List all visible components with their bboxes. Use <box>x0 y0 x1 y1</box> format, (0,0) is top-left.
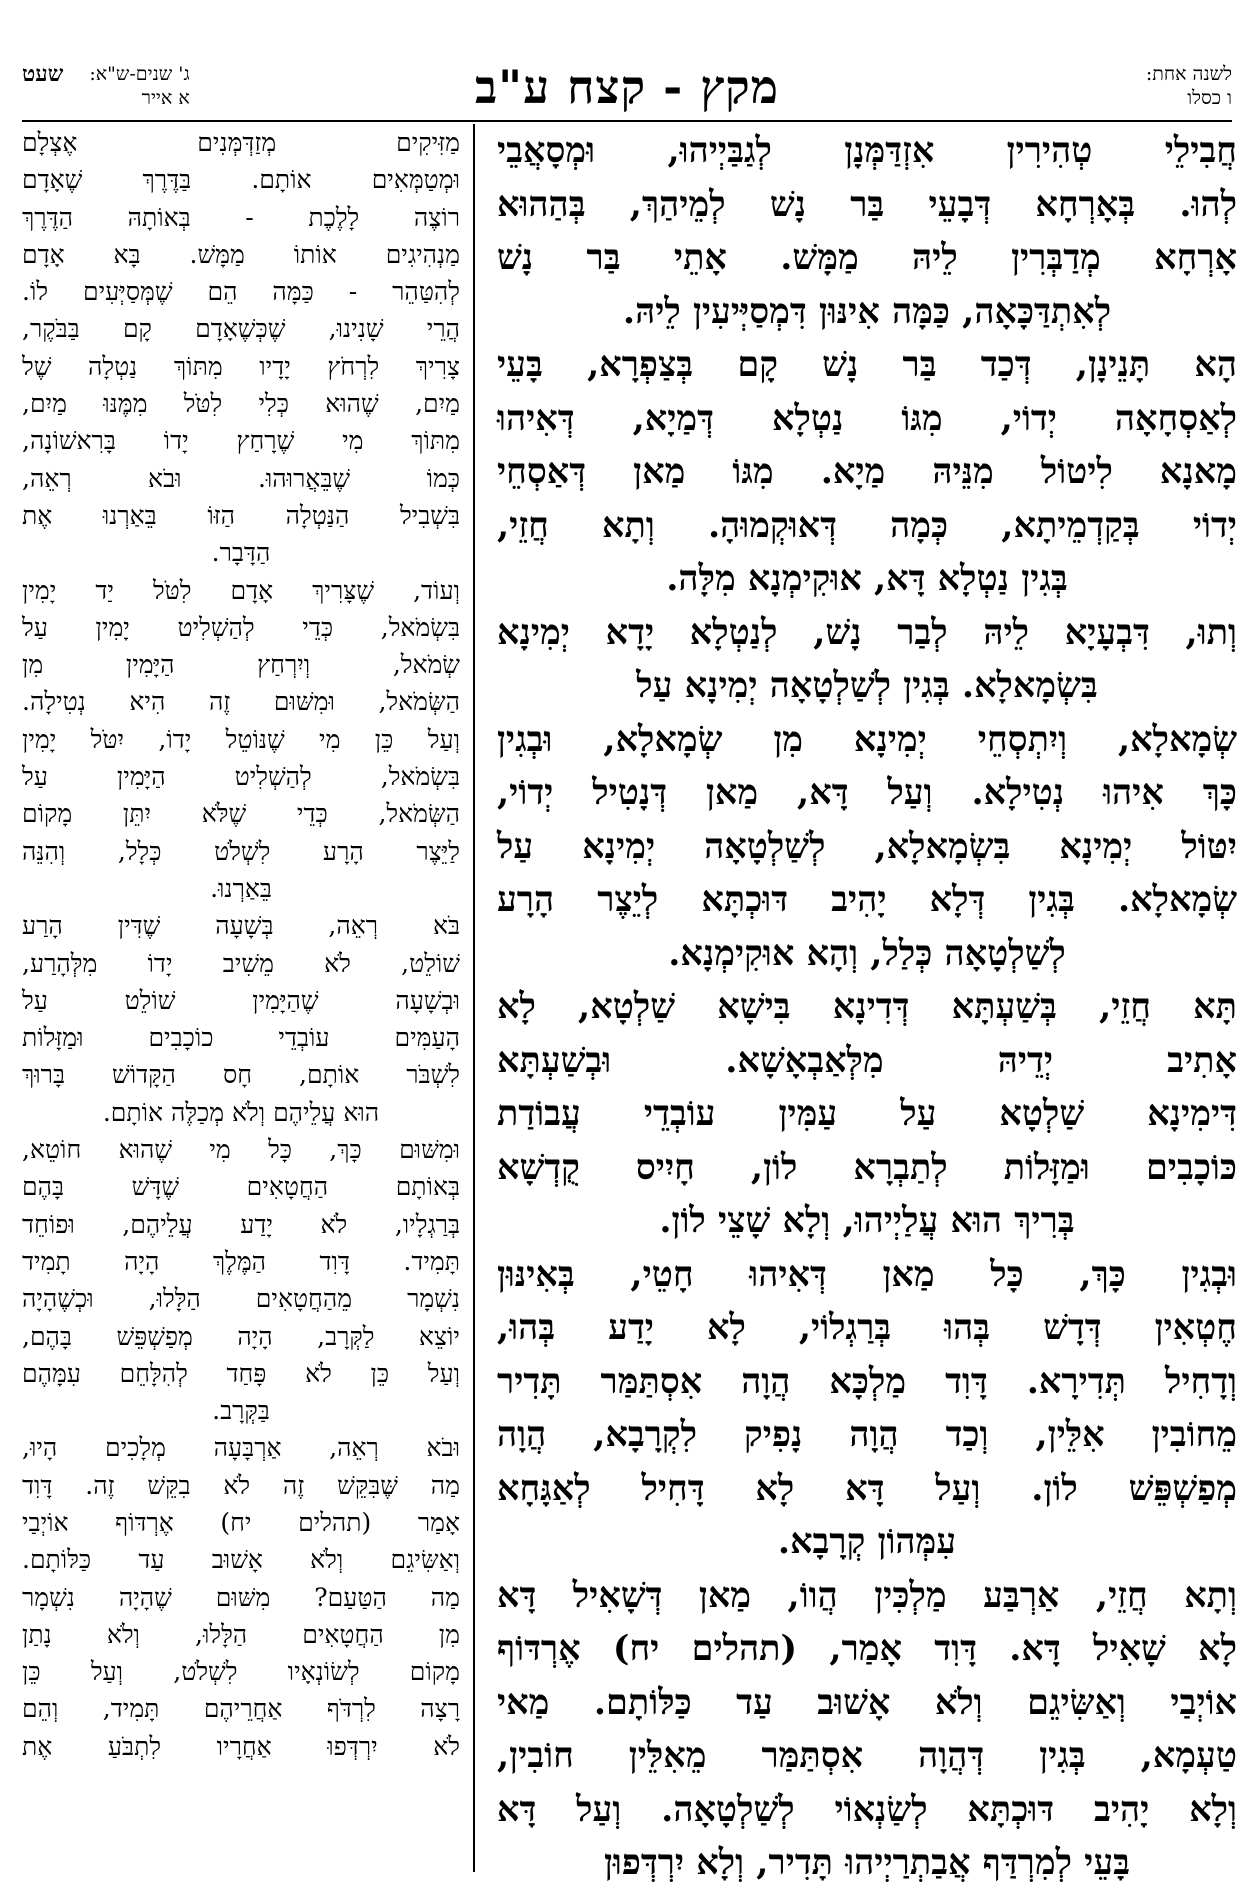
hebrew-text-line: מַנְהִיגִים אוֹתוֹ מַמָּשׁ. בָּא אָדָם <box>22 239 460 269</box>
aramaic-text-line: וְתָא חֲזֵי, אַרְבַּע מַלְכִּין הֲווֹ, מַאן דְּשָׁאִיל דָּא <box>497 1574 1237 1616</box>
hebrew-text-line: הַשְּׂמֹאל, וּמִשּׁוּם זֶה הִיא נְטִילָה. <box>22 687 460 717</box>
hebrew-text-line: מַזִּיקִים מְזַדְּמְּנִים אֶצְלָם <box>22 128 460 157</box>
hebrew-text-line: לֹא יִרְדְּפוּ אַחֲרָיו לִתְבֹּעַ אֶת <box>22 1731 460 1761</box>
aramaic-text-line: לְאַסְחָאָה יְדוֹי, מִגּוֹ נַטְלָא דְּמַיָא, דְּאִיהוּ <box>497 397 1237 439</box>
aramaic-text-line: הָא תָּנֵינָן, דְּכַד בַּר נָשׁ קָם בְּצַפְרָא, בָּעֵי <box>497 344 1237 385</box>
aramaic-text-line: לְאִתְדַּכָּאָה, כַּמָּה אִינּוּן דִּמְסַיְּיעִין לֵיהּ. <box>622 290 1112 332</box>
hebrew-text-line: הֲרֵי שָׁנִינוּ, שֶׁכְּשֶׁאָדָם קָם בַּבֹּקֶר, <box>22 314 460 344</box>
aramaic-text-line: תָּא חֲזֵי, בְּשַׁעְתָּא דְּדִינָא בִּישָׁא שַׁלְטָא, לָא <box>497 986 1237 1027</box>
column-divider <box>473 124 475 1872</box>
aramaic-text-line: וּבְגִין כָּךְ, כָּל מַאן דְּאִיהוּ חָטֵי, בְּאִינּוּן <box>497 1253 1237 1295</box>
hebrew-text-line: וּמְטַמְּאִים אוֹתָם. בַּדֶּרֶךְ שֶׁאָדָם <box>22 165 460 195</box>
hebrew-text-line: לִשְׁבֹּר אוֹתָם, חָס הַקָּדוֹשׁ בָּרוּךְ <box>22 1060 460 1090</box>
aramaic-text-line: מֵחוֹבִין אִלֵּין, וְכַד הֲוָה נָפִיק לִקְרָבָא, הֲוָה <box>497 1414 1237 1455</box>
aramaic-text-line: וְדָחִיל תְּדִירָא. דָּוִד מַלְכָּא הֲוָה אִסְתַּמַּר תָּדִיר <box>497 1360 1237 1402</box>
aramaic-text-line: כּוֹכָבִים וּמַזָּלוֹת לְתַבְרָא לוֹן, חָיִיס קֻדְשָׁא <box>497 1146 1237 1188</box>
hebrew-text-line: הוּא עֲלֵיהֶם וְלֹא מְכַלֶּה אוֹתָם. <box>102 1097 380 1127</box>
aramaic-text-line: יִטּוֹל יְמִינָא בִּשְׂמָאלָא, לְשַׁלְטָאָה יְמִינָא עַל <box>497 825 1237 867</box>
aramaic-text-line: עִמְּהוֹן קְרָבָא. <box>777 1521 957 1562</box>
aramaic-text-line: בְּרִיךְ הוּא עֲלַיְיהוּ, וְלָא שָׁצֵי לוֹן. <box>659 1200 1075 1241</box>
aramaic-text-line: בְּגִין נַטְלָא דָּא, אוּקִימְנָא מִלָּה. <box>666 558 1068 599</box>
aramaic-text-line: לָא שָׁאִיל דָּא. דָּוִד אָמַר, (תהלים יח) אֶרְדּוֹף <box>497 1628 1237 1669</box>
hebrew-text-line: לַיֵּצֶר הָרָע לִשְׁלֹט כְּלָל, וְהִנֵּה <box>22 836 460 866</box>
aramaic-text-line: וְלָא יָהִיב דּוּכְתָּא לְשַׂנְאוֹי לְשַׁלְטָאָה. וְעַל דָּא <box>497 1788 1237 1830</box>
aramaic-text-line: אָתִיב יְדֵיהּ מִלְּאַבְאָשָׁא. וּבְשַׁעְתָּא <box>497 1039 1237 1081</box>
hebrew-text-line: וּבֹא רְאֵה, אַרְבָּעָה מְלָכִים הָיוּ, <box>22 1433 460 1463</box>
hebrew-text-line: מִתּוֹךְ מִי שֶׁרָחַץ יָדוֹ בָּרִאשׁוֹנָה, <box>22 426 460 456</box>
page-title: מקץ - קצח ע"ב <box>474 60 780 114</box>
page-code: שעט <box>22 61 64 87</box>
aramaic-column <box>497 124 1237 1890</box>
hebrew-text-line: שׁוֹלֵט, לֹא מֵשִׁיב יָדוֹ מִלְּהָרַע, <box>22 948 460 978</box>
hebrew-text-line: בִּשְׂמֹאל, לְהַשְׁלִיט הַיָּמִין עַל <box>22 762 460 792</box>
aramaic-text-line: שְׂמָאלָא, וְיִתְסְחֵי יְמִינָא מִן שְׂמָאלָא, וּבְגִין <box>497 718 1237 760</box>
aramaic-text-line: מָאנָא לִיטוֹל מִנֵּיהּ מַיָא. מִגּוֹ מַאן דְּאַסְחֵי <box>497 451 1237 492</box>
schedule-one-year-label: לשנה אחת: <box>1145 63 1232 85</box>
hebrew-text-line: רוֹצֶה לָלֶכֶת - בְּאוֹתָהּ הַדֶּרֶךְ <box>22 202 460 232</box>
aramaic-text-line: חֶטְאִין דְּדָשׁ בְּהוּ בְּרַגְלוֹי, לָא יָדַע בְּהוּ, <box>497 1307 1237 1348</box>
hebrew-text-line: מִן הַחֲטָאִים הַלָּלוּ, וְלֹא נָתַן <box>22 1619 460 1649</box>
hebrew-text-line: לְהִטַּהֵר - כַּמָּה הֵם שֶׁמְּסַיְּעִים לוֹ. <box>22 277 460 307</box>
aramaic-text-line: לְהוּ. בְּאָרְחָא דְּבָעֵי בַּר נָשׁ לְמֵיהַךְ, בְּהַהוּא <box>497 183 1237 225</box>
aramaic-text-line: חֲבִילֵי טְהִירִין אִזְדַּמְּנָן לְגַבַּיְיהוּ, וּמְסָאֲבֵי <box>497 130 1237 171</box>
schedule-three-years-label: ג' שנים-ש"א: <box>89 63 190 85</box>
hebrew-text-line: צָרִיךְ לִרְחֹץ יָדָיו מִתּוֹךְ נַטְלָה שֶׁל <box>22 351 460 381</box>
hebrew-text-line: וּבְשָׁעָה שֶׁהַיָּמִין שׁוֹלֵט עַל <box>22 985 460 1015</box>
hebrew-text-line: הָעַמִּים עוֹבְדֵי כוֹכָבִים וּמַזָּלוֹת <box>22 1023 460 1053</box>
hebrew-text-line: שְׂמֹאל, וְיִרְחַץ הַיָּמִין מִן <box>22 650 460 680</box>
hebrew-text-line: בִּשְׂמֹאל, כְּדֵי לְהַשְׁלִיט יָמִין עַל <box>22 612 460 642</box>
aramaic-text-line: יְדוֹי בְּקַדְמֵיתָא, כְּמָה דְּאוּקְמוּהָ. וְתָא חֲזֵי, <box>497 504 1237 546</box>
schedule-three-years-date: א אייר <box>141 87 190 109</box>
hebrew-text-line: הַשְּׂמֹאל, כְּדֵי שֶׁלֹּא יִתֵּן מָקוֹם <box>22 799 460 829</box>
hebrew-text-line: תָּמִיד. דָּוִד הַמֶּלֶךְ הָיָה תָמִיד <box>22 1246 460 1276</box>
hebrew-text-line: יוֹצֵא לַקְּרָב, הָיָה מְפַשְׁפֵּשׁ בָּהֶם, <box>22 1321 460 1351</box>
hebrew-text-line: נִשְׁמָר מֵהַחֲטָאִים הַלָּלוּ, וּכְשֶׁהָיָה <box>22 1284 460 1314</box>
header-divider <box>22 120 1232 122</box>
aramaic-text-line: וְתוּ, דִּבְעָיָא לֵיהּ לְבַר נָשׁ, לְנַטְלָא יָדָא יְמִינָא <box>497 611 1237 653</box>
aramaic-text-line: כָּךְ אִיהוּ נְטִילָא. וְעַל דָּא, מַאן דְּנָטִיל יְדוֹי, <box>497 772 1237 813</box>
aramaic-text-line: אוֹיְבַי וְאַשִּׂיגֵם וְלֹא אָשׁוּב עַד כַּלּוֹתָם. מַאי <box>497 1681 1237 1723</box>
aramaic-text-line: טַעְמָא, בְּגִין דְּהֲוָה אִסְתַּמַּר מֵאִלֵּין חוֹבִין, <box>497 1735 1237 1776</box>
hebrew-text-line: בִּשְׁבִיל הַנַּטְלָה הַזּוֹ בֵּאַרְנוּ אֶת <box>22 500 460 530</box>
hebrew-text-line: בְּאוֹתָם הַחֲטָאִים שֶׁדָּשׁ בָּהֶם <box>22 1172 460 1202</box>
hebrew-text-line: וְעוֹד, שֶׁצָּרִיךְ אָדָם לִטֹּל יַד יָמִין <box>22 575 460 605</box>
hebrew-text-line: בְּרַגְלָיו, לֹא יָדַע עֲלֵיהֶם, וּפוֹחֵד <box>22 1209 460 1239</box>
hebrew-text-line: וְעַל כֵּן לֹא פָּחַד לְהִלָּחֵם עִמָּהֶם <box>22 1358 460 1388</box>
hebrew-text-line: מַה שֶּׁבִּקֵּשׁ זֶה לֹא בִקֵּשׁ זֶה. דָּוִד <box>22 1470 460 1500</box>
hebrew-text-line: בַּקְּרָב. <box>212 1396 270 1426</box>
hebrew-text-line: בֹּא רְאֵה, בְּשָׁעָה שֶׁדִּין הָרַע <box>22 911 460 941</box>
aramaic-text-line: בִּשְׂמָאלָא. בְּגִין לְשַׁלְטָאָה יְמִינָא עַל <box>636 665 1098 706</box>
hebrew-text-line: בֵּאַרְנוּ. <box>210 873 272 903</box>
schedule-three-years <box>22 62 190 110</box>
hebrew-text-line: אָמַר (תהלים יח) אֶרְדּוֹף אוֹיְבַי <box>22 1507 460 1537</box>
aramaic-text-line: דִּימִינָא שַׁלְטָא עַל עַמִּין עוֹבְדֵי עֲבוֹדַת <box>497 1093 1237 1134</box>
hebrew-text-line: וּמִשּׁוּם כָּךְ, כָּל מִי שֶׁהוּא חוֹטֵא, <box>22 1135 460 1165</box>
hebrew-text-line: כְּמוֹ שֶׁבֵּאֲרוּהוּ. וּבֹא רְאֵה, <box>22 463 460 493</box>
aramaic-text-line: בָּעֵי לְמִרְדַּף אֲבַתְרַיְיהוּ תָּדִיר, וְלָא יִרְדְּפוּן <box>603 1842 1131 1883</box>
hebrew-text-line: רָצָה לִרְדֹּף אַחֲרֵיהֶם תָּמִיד, וְהֵם <box>22 1694 460 1724</box>
hebrew-text-line: מָקוֹם לְשׂוֹנְאָיו לִשְׁלֹט, וְעַל כֵּן <box>22 1657 460 1687</box>
aramaic-text-line: מְפַשְׁפֵּשׁ לוֹן. וְעַל דָּא לָא דָּחִיל לְאַגָּחָא <box>497 1467 1237 1509</box>
hebrew-translation-column <box>22 124 460 1765</box>
hebrew-text-line: הַדָּבָר. <box>211 538 271 568</box>
aramaic-text-line: לְשַׁלְטָאָה כְּלַל, וְהָא אוּקִימְנָא. <box>668 932 1066 974</box>
aramaic-text-line: שְׂמָאלָא. בְּגִין דְּלָא יָהִיב דּוּכְתָּא לְיֵצֶר הָרָע <box>497 879 1237 920</box>
page-header <box>22 40 1232 132</box>
aramaic-text-line: אָרְחָא מְדַבְּרִין לֵיהּ מַמָּשׁ. אָתֵי בַּר נָשׁ <box>497 237 1237 278</box>
hebrew-text-line: וְאַשִּׂיגֵם וְלֹא אָשׁוּב עַד כַּלּוֹתָם. <box>22 1545 460 1575</box>
hebrew-text-line: וְעַל כֵּן מִי שֶׁנּוֹטֵל יָדוֹ, יִטֹּל יָמִין <box>22 724 460 754</box>
hebrew-text-line: מַיִם, שֶׁהוּא כְּלִי לִטֹּל מִמֶּנּוּ מַיִם, <box>22 389 460 419</box>
hebrew-text-line: מַה הַטַּעַם? מִשּׁוּם שֶׁהָיָה נִשְׁמָר <box>22 1582 460 1612</box>
schedule-one-year-date: ו כסלו <box>1187 87 1232 109</box>
